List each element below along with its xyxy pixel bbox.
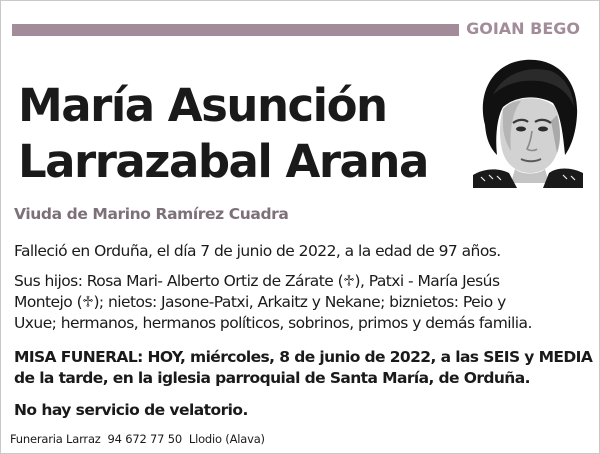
funeral-mass <box>14 347 592 389</box>
cross-icon: ♱ <box>82 293 94 311</box>
family-line-2 <box>14 292 592 313</box>
family-line-2-b: ); nietos: Jasone-Patxi, Arkaitz y Nekane; biznietos: Peio y <box>93 293 506 311</box>
portrait-illustration <box>473 55 583 188</box>
family-line-3: Uxue; hermanos, hermanos políticos, sobrinos, primos y demás familia. <box>14 314 532 332</box>
funeral-line-2: de la tarde, en la iglesia parroquial de Santa María, de Orduña. <box>14 369 530 387</box>
family-line-1 <box>14 271 592 292</box>
name-line-2: Larrazabal Arana <box>18 135 428 188</box>
family-line-1-b: ), Patxi - María Jesús <box>354 272 500 290</box>
funeral-home-footer: Funeraria Larraz 94 672 77 50 Llodio (Alava) <box>10 432 265 446</box>
section-label: GOIAN BEGO <box>466 19 580 38</box>
funeral-line-1: MISA FUNERAL: HOY, miércoles, 8 de junio de 2022, a las SEIS y MEDIA <box>14 348 593 366</box>
family-list <box>14 271 592 334</box>
family-line-1-a: Sus hijos: Rosa Mari- Alberto Ortiz de Zárate ( <box>14 272 344 290</box>
death-notice: Falleció en Orduña, el día 7 de junio de 2022, a la edad de 97 años. <box>14 242 501 260</box>
family-line-2-a: Montejo ( <box>14 293 83 311</box>
cross-icon: ♱ <box>343 272 355 290</box>
deceased-name <box>18 78 458 190</box>
header-bar <box>12 24 459 36</box>
name-line-1: María Asunción <box>18 79 387 132</box>
widow-subtitle: Viuda de Marino Ramírez Cuadra <box>14 205 289 223</box>
portrait-photo <box>473 55 583 188</box>
wake-notice: No hay servicio de velatorio. <box>14 401 248 419</box>
